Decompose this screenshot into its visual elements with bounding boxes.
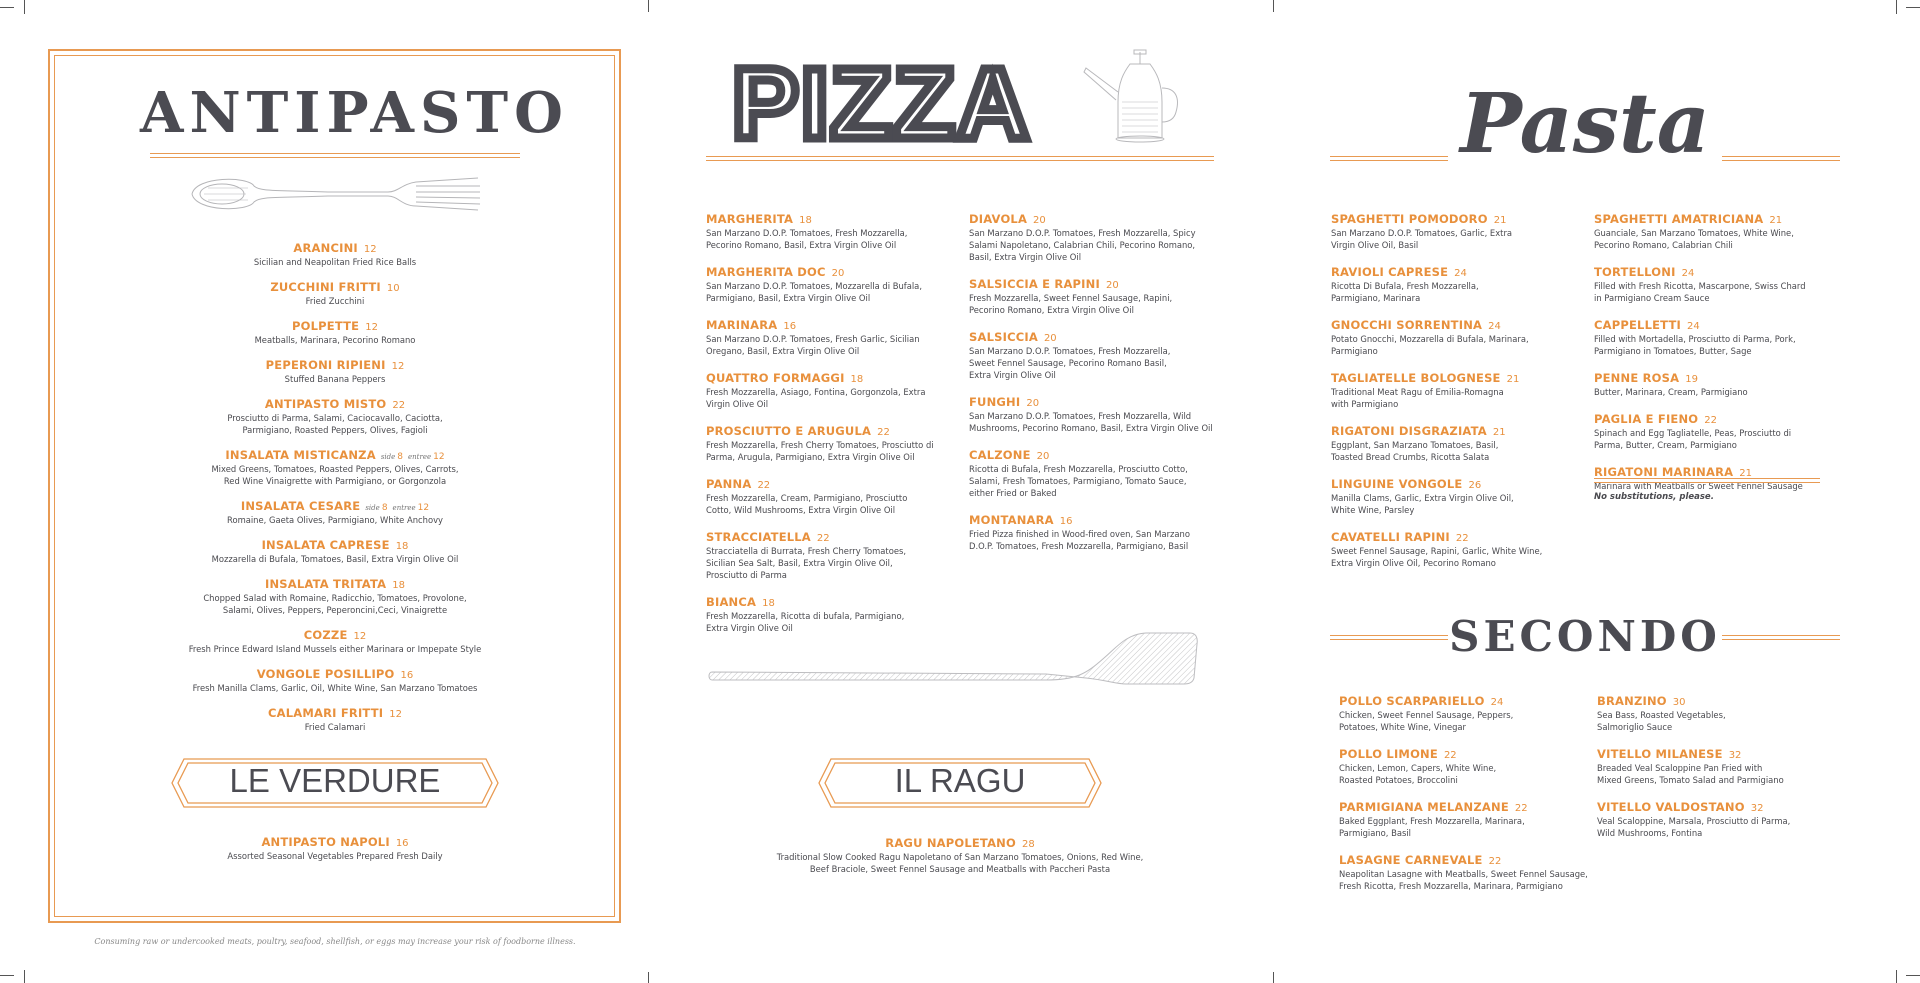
menu-item-description: Fried Calamari xyxy=(304,722,366,732)
menu-item-description: San Marzano D.O.P. Tomatoes, Garlic, Extra Virgin Olive Oil, Basil xyxy=(1331,228,1513,250)
menu-item-description: Fresh Mozzarella, Fresh Cherry Tomatoes, Prosciutto di Parma, Arugula, Parmigiano, Extra Virgin Olive Oil xyxy=(706,440,934,462)
menu-item xyxy=(706,591,956,634)
menu-item-name: COZZE xyxy=(303,628,348,642)
menu-item-price: 21 xyxy=(1739,468,1753,479)
menu-item xyxy=(706,473,956,516)
menu-item-description: Prosciutto di Parma, Salami, Caciocavallo, Caciotta, Parmigiano, Roasted Peppers, Olives, Fagioli xyxy=(227,413,443,435)
menu-item-name: BIANCA xyxy=(706,595,757,609)
menu-item-price: 22 xyxy=(816,533,830,544)
menu-item-description: Guanciale, San Marzano Tomatoes, White Wine, Pecorino Romano, Calabrian Chili xyxy=(1594,228,1794,250)
crop-mark xyxy=(648,0,649,12)
menu-item-name: INSALATA CESARE xyxy=(240,499,361,513)
menu-item xyxy=(740,832,1180,875)
menu-item-header xyxy=(1331,208,1586,227)
menu-item-description: Breaded Veal Scaloppine Pan Fried with Mixed Greens, Tomato Salad and Parmigiano xyxy=(1597,763,1784,785)
menu-item-description: Assorted Seasonal Vegetables Prepared Fresh Daily xyxy=(227,851,443,861)
menu-item-header xyxy=(1594,314,1844,333)
menu-item-name: QUATTRO FORMAGGI xyxy=(706,371,845,385)
menu-item-header xyxy=(706,261,956,280)
crop-mark xyxy=(0,7,14,8)
menu-item-price: 12 xyxy=(391,361,405,372)
menu-item-price: 32 xyxy=(1750,803,1764,814)
menu-item-name: MONTANARA xyxy=(969,513,1054,527)
menu-item-header xyxy=(1594,261,1844,280)
crop-mark xyxy=(1896,0,1897,14)
pasta-title-rule-right xyxy=(1722,156,1840,161)
menu-item-price: 16 xyxy=(400,670,414,681)
menu-item-header xyxy=(969,208,1219,227)
side-label: side xyxy=(380,453,396,461)
menu-item-header xyxy=(1594,208,1844,227)
menu-item xyxy=(150,573,520,616)
crop-mark xyxy=(24,0,25,14)
menu-item-price: 18 xyxy=(392,580,405,591)
menu-item-price: 21 xyxy=(1769,215,1783,226)
menu-item xyxy=(1594,408,1844,451)
menu-item-header xyxy=(706,420,956,439)
menu-item-name: PAGLIA E FIENO xyxy=(1594,412,1699,426)
menu-item-header xyxy=(706,591,956,610)
no-substitutions-note: No substitutions, please. xyxy=(1594,492,1714,502)
pasta-title: Pasta xyxy=(1460,76,1710,172)
menu-item xyxy=(150,393,520,436)
menu-item-name: SALSICCIA E RAPINI xyxy=(969,277,1100,291)
menu-item-price: 12 xyxy=(353,631,367,642)
secondo-column-2 xyxy=(1597,690,1837,849)
menu-item-header xyxy=(150,534,520,553)
menu-item-price: 12 xyxy=(365,322,378,333)
menu-item-name: CALAMARI FRITTI xyxy=(267,706,384,720)
menu-item-name: STRACCIATELLA xyxy=(706,530,811,544)
menu-item xyxy=(706,420,956,463)
menu-item-name: GNOCCHI SORRENTINA xyxy=(1331,318,1483,332)
pizza-column-1 xyxy=(706,208,956,644)
menu-item-header xyxy=(150,495,520,514)
antipasto-list xyxy=(150,237,520,741)
menu-item-price: 22 xyxy=(1443,750,1457,761)
menu-item-name: RAGU NAPOLETANO xyxy=(885,836,1016,850)
menu-item-header xyxy=(1594,408,1844,427)
menu-item-price: 16 xyxy=(1059,516,1073,527)
menu-item-name: VITELLO MILANESE xyxy=(1597,747,1723,761)
menu-item xyxy=(150,831,520,862)
side-label: side xyxy=(365,504,380,512)
menu-item-price: 16 xyxy=(783,321,797,332)
menu-item-description: Filled with Fresh Ricotta, Mascarpone, Swiss Chard in Parmigiano Cream Sauce xyxy=(1594,281,1806,303)
menu-item xyxy=(150,495,520,526)
menu-item-name: VONGOLE POSILLIPO xyxy=(256,667,395,681)
menu-item xyxy=(1331,208,1586,251)
menu-item-header xyxy=(150,354,520,373)
menu-item-header xyxy=(150,663,520,682)
menu-item-price: 10 xyxy=(386,283,400,294)
antipasto-title: ANTIPASTO xyxy=(140,80,569,146)
menu-item-description: Traditional Meat Ragu of Emilia-Romagna with Parmigiano xyxy=(1331,387,1504,409)
menu-item-name: INSALATA CAPRESE xyxy=(261,538,390,552)
secondo-title: SECONDO xyxy=(1449,612,1721,661)
menu-item-header xyxy=(150,315,520,334)
menu-item-price: 22 xyxy=(392,400,406,411)
menu-item-name: LINGUINE VONGOLE xyxy=(1331,477,1463,491)
fork-icon xyxy=(188,170,484,218)
menu-item-price: 22 xyxy=(1488,856,1502,867)
crop-mark xyxy=(24,970,25,983)
entree-price: 12 xyxy=(433,452,445,462)
menu-item xyxy=(969,208,1219,263)
menu-item-description: Butter, Marinara, Cream, Parmigiano xyxy=(1594,387,1748,397)
secondo-column-1 xyxy=(1339,690,1599,902)
menu-item-price: 19 xyxy=(1685,374,1698,385)
menu-item-header xyxy=(1339,690,1599,709)
menu-item-name: ZUCCHINI FRITTI xyxy=(270,280,381,294)
entree-label: entree xyxy=(392,504,416,512)
menu-item-price: 16 xyxy=(395,838,409,849)
menu-item-description: San Marzano D.O.P. Tomatoes, Fresh Mozzarella, Spicy Salami Napoletano, Calabrian Chili, Pecorino Romano, Basil, Extra Virgin Olive Oil xyxy=(969,228,1196,262)
menu-item xyxy=(1339,849,1599,892)
menu-item-name: POLPETTE xyxy=(292,319,360,333)
menu-item-description: Filled with Mortadella, Prosciutto di Parma, Pork, Parmigiano in Tomatoes, Butter, Sage xyxy=(1594,334,1796,356)
menu-item-price: 28 xyxy=(1021,839,1035,850)
menu-item-header xyxy=(706,314,956,333)
menu-item-name: POLLO SCARPARIELLO xyxy=(1339,694,1485,708)
menu-item-name: RAVIOLI CAPRESE xyxy=(1331,265,1449,279)
menu-item-header xyxy=(1597,743,1837,762)
menu-item-name: LASAGNE CARNEVALE xyxy=(1339,853,1483,867)
il-ragu-banner xyxy=(817,757,1103,805)
menu-item-description: Fresh Prince Edward Island Mussels either Marinara or Impepate Style xyxy=(188,644,482,654)
menu-item-description: Romaine, Gaeta Olives, Parmigiano, White Anchovy xyxy=(227,515,443,525)
menu-item-description: Fresh Mozzarella, Ricotta di bufala, Parmigiano, Extra Virgin Olive Oil xyxy=(706,611,905,633)
menu-item-price: 20 xyxy=(1043,333,1057,344)
menu-item xyxy=(1597,743,1837,786)
menu-item xyxy=(1594,314,1844,357)
menu-item-header xyxy=(1594,367,1844,386)
menu-item xyxy=(706,208,956,251)
il-ragu-list xyxy=(740,832,1180,883)
menu-item xyxy=(150,624,520,655)
menu-item xyxy=(969,444,1219,499)
menu-item-description: Fresh Mozzarella, Asiago, Fontina, Gorgonzola, Extra Virgin Olive Oil xyxy=(706,387,926,409)
menu-item-description: Chicken, Lemon, Capers, White Wine, Roasted Potatoes, Broccolini xyxy=(1339,763,1497,785)
menu-item-name: PARMIGIANA MELANZANE xyxy=(1339,800,1509,814)
menu-item-description: Fried Pizza finished in Wood-fired oven, San Marzano D.O.P. Tomatoes, Fresh Mozzarella, Parmigiano, Basil xyxy=(969,529,1190,551)
menu-item xyxy=(706,367,956,410)
menu-item-price: 20 xyxy=(831,268,845,279)
menu-item-header xyxy=(1597,690,1837,709)
menu-item-header xyxy=(1597,796,1837,815)
menu-item-header xyxy=(150,444,520,463)
menu-item xyxy=(150,663,520,694)
menu-item-description: Veal Scaloppine, Marsala, Prosciutto di Parma, Wild Mushrooms, Fontina xyxy=(1597,816,1791,838)
menu-item-description: Ricotta di Bufala, Fresh Mozzarella, Prosciutto Cotto, Salami, Fresh Tomatoes, Parmigiano, Tomato Sauce, either Fried or Baked xyxy=(969,464,1188,498)
menu-item-description: Sicilian and Neapolitan Fried Rice Balls xyxy=(253,257,417,267)
menu-item-price: 20 xyxy=(1036,451,1050,462)
menu-item-name: CAPPELLETTI xyxy=(1594,318,1681,332)
menu-item xyxy=(1331,473,1586,516)
menu-item xyxy=(150,702,520,733)
menu-item xyxy=(150,276,520,307)
menu-item xyxy=(150,444,520,487)
menu-item-description: San Marzano D.O.P. Tomatoes, Fresh Mozzarella, Wild Mushrooms, Pecorino Romano, Basil, Extra Virgin Olive Oil xyxy=(969,411,1213,433)
menu-item-description: Traditional Slow Cooked Ragu Napoletano of San Marzano Tomatoes, Onions, Red Wine, Beef Braciole, Sweet Fennel Sausage and Meatballs with Paccheri Pasta xyxy=(776,852,1144,874)
menu-item-header xyxy=(1339,796,1599,815)
menu-item-description: Fresh Manilla Clams, Garlic, Oil, White Wine, San Marzano Tomatoes xyxy=(192,683,478,693)
foodborne-illness-notice: Consuming raw or undercooked meats, poultry, seafood, shellfish, or eggs may increase your risk of foodborne illness. xyxy=(94,937,576,946)
menu-item-name: SALSICCIA xyxy=(969,330,1038,344)
menu-item-header xyxy=(969,509,1219,528)
menu-item-header xyxy=(150,624,520,643)
menu-item-price: 20 xyxy=(1105,280,1119,291)
pizza-title: PIZZA xyxy=(732,58,1031,144)
menu-item-description: San Marzano D.O.P. Tomatoes, Fresh Garlic, Sicilian Oregano, Basil, Extra Virgin Olive Oil xyxy=(706,334,920,356)
menu-item-description: Mozzarella di Bufala, Tomatoes, Basil, Extra Virgin Olive Oil xyxy=(211,554,459,564)
pizza-title-rule xyxy=(706,156,1214,161)
menu-item xyxy=(706,314,956,357)
menu-item-name: PENNE ROSA xyxy=(1594,371,1680,385)
secondo-title-rule-right xyxy=(1722,635,1840,640)
menu-item-name: CAVATELLI RAPINI xyxy=(1331,530,1450,544)
pasta-column-1 xyxy=(1331,208,1586,579)
pizza-title-graphic xyxy=(730,58,1050,144)
menu-item-description: Potato Gnocchi, Mozzarella di Bufala, Marinara, Parmigiano xyxy=(1331,334,1529,356)
menu-item-header xyxy=(969,326,1219,345)
menu-item-price: 18 xyxy=(799,215,812,226)
crop-mark xyxy=(1906,7,1920,8)
entree-price: 12 xyxy=(417,503,430,513)
menu-item xyxy=(1594,461,1844,492)
menu-item-description: San Marzano D.O.P. Tomatoes, Fresh Mozzarella, Pecorino Romano, Basil, Extra Virgin Olive Oil xyxy=(706,228,908,250)
menu-item-price: 30 xyxy=(1672,697,1686,708)
menu-item xyxy=(150,534,520,565)
menu-item-description: Meatballs, Marinara, Pecorino Romano xyxy=(254,335,416,345)
menu-item-price: 12 xyxy=(363,244,377,255)
menu-item-header xyxy=(150,831,520,850)
crop-mark xyxy=(0,975,14,976)
menu-item-name: PANNA xyxy=(706,477,752,491)
menu-item-header xyxy=(1331,367,1586,386)
menu-item-description: Neapolitan Lasagne with Meatballs, Sweet Fennel Sausage, Fresh Ricotta, Fresh Mozzarella, Marinara, Parmigiano xyxy=(1339,869,1588,891)
menu-item xyxy=(150,237,520,268)
menu-item-name: RIGATONI MARINARA xyxy=(1594,465,1734,479)
menu-item-header xyxy=(150,393,520,412)
menu-item-name: MARGHERITA xyxy=(706,212,794,226)
le-verdure-banner xyxy=(170,757,500,805)
menu-item-price: 26 xyxy=(1468,480,1482,491)
menu-item-header xyxy=(150,276,520,295)
menu-item-description: Chopped Salad with Romaine, Radicchio, Tomatoes, Provolone, Salami, Olives, Peppers, Peperoncini,Ceci, Vinaigrette xyxy=(203,593,467,615)
menu-item-description: Eggplant, San Marzano Tomatoes, Basil, Toasted Bread Crumbs, Ricotta Salata xyxy=(1331,440,1499,462)
pasta-title-rule-left xyxy=(1330,156,1448,161)
menu-item-price: 22 xyxy=(1455,533,1469,544)
menu-item-header xyxy=(969,273,1219,292)
menu-item-header xyxy=(150,237,520,256)
menu-item xyxy=(150,354,520,385)
menu-item-description: Spinach and Egg Tagliatelle, Peas, Prosciutto di Parma, Butter, Cream, Parmigiano xyxy=(1594,428,1792,450)
menu-item-price: 22 xyxy=(877,427,890,438)
menu-item-description: Baked Eggplant, Fresh Mozzarella, Marinara, Parmigiano, Basil xyxy=(1339,816,1525,838)
menu-item-price: 24 xyxy=(1490,697,1504,708)
menu-item-name: PROSCIUTTO E ARUGULA xyxy=(706,424,872,438)
crop-mark xyxy=(648,972,649,983)
menu-item-price: 21 xyxy=(1493,215,1507,226)
side-price: 8 xyxy=(381,503,388,513)
menu-item-description: Stracciatella di Burrata, Fresh Cherry Tomatoes, Sicilian Sea Salt, Basil, Extra Virgin Olive Oil, Prosciutto di Parma xyxy=(706,546,907,580)
menu-item-name: TORTELLONI xyxy=(1594,265,1676,279)
menu-item-price: 22 xyxy=(757,480,771,491)
menu-item-description: Manilla Clams, Garlic, Extra Virgin Olive Oil, White Wine, Parsley xyxy=(1331,493,1514,515)
menu-item-header xyxy=(1339,743,1599,762)
crop-mark xyxy=(1896,970,1897,983)
menu-item-description: Marinara with Meatballs or Sweet Fennel Sausage xyxy=(1594,481,1803,491)
menu-item xyxy=(150,315,520,346)
crop-mark xyxy=(1273,0,1274,12)
menu-item-price: 18 xyxy=(395,541,409,552)
menu-item-name: ANTIPASTO NAPOLI xyxy=(261,835,390,849)
menu-item-name: MARINARA xyxy=(706,318,778,332)
menu-item-description: Chicken, Sweet Fennel Sausage, Peppers, Potatoes, White Wine, Vinegar xyxy=(1339,710,1514,732)
menu-item-price: 32 xyxy=(1728,750,1742,761)
menu-item-price: 22 xyxy=(1514,803,1528,814)
oil-cruet-icon xyxy=(1080,42,1184,144)
entree-label: entree xyxy=(408,453,432,461)
menu-item-description: Fresh Mozzarella, Cream, Parmigiano, Prosciutto Cotto, Wild Mushrooms, Extra Virgin Olive Oil xyxy=(706,493,908,515)
menu-item xyxy=(969,391,1219,434)
menu-item xyxy=(1597,796,1837,839)
crop-mark xyxy=(1273,972,1274,983)
menu-item-price: 12 xyxy=(389,709,402,720)
il-ragu-title: IL RAGU xyxy=(894,762,1026,799)
menu-item xyxy=(969,326,1219,381)
menu-item-name: ANTIPASTO MISTO xyxy=(264,397,387,411)
side-price: 8 xyxy=(397,452,404,462)
menu-item-name: INSALATA MISTICANZA xyxy=(225,448,376,462)
menu-item-name: VITELLO VALDOSTANO xyxy=(1597,800,1745,814)
pasta-column-2 xyxy=(1594,208,1844,502)
menu-item-header xyxy=(1331,261,1586,280)
menu-item-name: ARANCINI xyxy=(293,241,358,255)
menu-item xyxy=(969,273,1219,316)
menu-item-name: DIAVOLA xyxy=(969,212,1028,226)
menu-item xyxy=(1594,208,1844,251)
menu-item-name: RIGATONI DISGRAZIATA xyxy=(1331,424,1487,438)
menu-item-description: Ricotta Di Bufala, Fresh Mozzarella, Parmigiano, Marinara xyxy=(1331,281,1479,303)
menu-item-name: SPAGHETTI POMODORO xyxy=(1331,212,1488,226)
menu-item-header xyxy=(706,473,956,492)
secondo-title-rule-left xyxy=(1330,635,1448,640)
menu-item xyxy=(1339,743,1599,786)
menu-item-price: 24 xyxy=(1681,268,1695,279)
menu-item-header xyxy=(150,702,520,721)
menu-item-header xyxy=(969,444,1219,463)
menu-item-header xyxy=(969,391,1219,410)
menu-item xyxy=(1331,261,1586,304)
menu-item-name: POLLO LIMONE xyxy=(1339,747,1438,761)
menu-item xyxy=(1331,526,1586,569)
menu-item xyxy=(1594,261,1844,304)
menu-item-description: Mixed Greens, Tomatoes, Roasted Peppers, Olives, Carrots, Red Wine Vinaigrette with Parmigiano, or Gorgonzola xyxy=(211,464,459,486)
menu-item-header xyxy=(150,573,520,592)
menu-item xyxy=(1331,314,1586,357)
menu-item-header xyxy=(1331,526,1586,545)
le-verdure-list xyxy=(150,831,520,870)
pizza-peel-icon xyxy=(706,630,1200,686)
menu-item-name: TAGLIATELLE BOLOGNESE xyxy=(1331,371,1501,385)
menu-item xyxy=(706,526,956,581)
menu-item-name: FUNGHI xyxy=(969,395,1021,409)
menu-item-header xyxy=(740,832,1180,851)
menu-item-name: SPAGHETTI AMATRICIANA xyxy=(1594,212,1764,226)
menu-item-price: 24 xyxy=(1454,268,1467,279)
menu-item-price: 20 xyxy=(1033,215,1046,226)
pasta-note-rule xyxy=(1594,478,1820,483)
menu-item-price: 21 xyxy=(1506,374,1520,385)
menu-item-price: 20 xyxy=(1026,398,1040,409)
menu-item-name: INSALATA TRITATA xyxy=(264,577,387,591)
menu-item-price: 18 xyxy=(762,598,775,609)
menu-item xyxy=(1331,367,1586,410)
menu-item-price: 18 xyxy=(850,374,864,385)
menu-item-header xyxy=(706,526,956,545)
menu-item-header xyxy=(1331,473,1586,492)
antipasto-title-rule xyxy=(150,153,520,158)
menu-item-header xyxy=(706,367,956,386)
menu-item-price: 24 xyxy=(1687,321,1700,332)
pizza-column-2 xyxy=(969,208,1219,562)
menu-item-header xyxy=(706,208,956,227)
menu-item-name: BRANZINO xyxy=(1597,694,1667,708)
menu-item-price: 21 xyxy=(1492,427,1506,438)
menu-item-header xyxy=(1339,849,1599,868)
menu-item-description: San Marzano D.O.P. Tomatoes, Mozzarella di Bufala, Parmigiano, Basil, Extra Virgin Olive Oil xyxy=(706,281,922,303)
menu-item xyxy=(706,261,956,304)
menu-item-description: San Marzano D.O.P. Tomatoes, Fresh Mozzarella, Sweet Fennel Sausage, Pecorino Romano Basil, Extra Virgin Olive Oil xyxy=(969,346,1171,380)
menu-item-header xyxy=(1331,420,1586,439)
menu-item xyxy=(969,509,1219,552)
le-verdure-title: LE VERDURE xyxy=(229,762,441,799)
menu-item-description: Fresh Mozzarella, Sweet Fennel Sausage, Rapini, Pecorino Romano, Extra Virgin Olive Oil xyxy=(969,293,1173,315)
menu-item xyxy=(1339,690,1599,733)
menu-item-description: Sweet Fennel Sausage, Rapini, Garlic, White Wine, Extra Virgin Olive Oil, Pecorino Romano xyxy=(1331,546,1543,568)
menu-item xyxy=(1597,690,1837,733)
menu-item-price: 22 xyxy=(1704,415,1718,426)
crop-mark xyxy=(1906,975,1920,976)
menu-item-description: Sea Bass, Roasted Vegetables, Salmoriglio Sauce xyxy=(1597,710,1726,732)
menu-item-description: Stuffed Banana Peppers xyxy=(284,374,386,384)
menu-item xyxy=(1331,420,1586,463)
menu-item xyxy=(1339,796,1599,839)
menu-item-name: CALZONE xyxy=(969,448,1031,462)
menu-item xyxy=(1594,367,1844,398)
menu-item-price: 24 xyxy=(1488,321,1501,332)
menu-item-name: MARGHERITA DOC xyxy=(706,265,826,279)
menu-item-header xyxy=(1331,314,1586,333)
menu-item-description: Fried Zucchini xyxy=(305,296,365,306)
menu-item-name: PEPERONI RIPIENI xyxy=(265,358,386,372)
